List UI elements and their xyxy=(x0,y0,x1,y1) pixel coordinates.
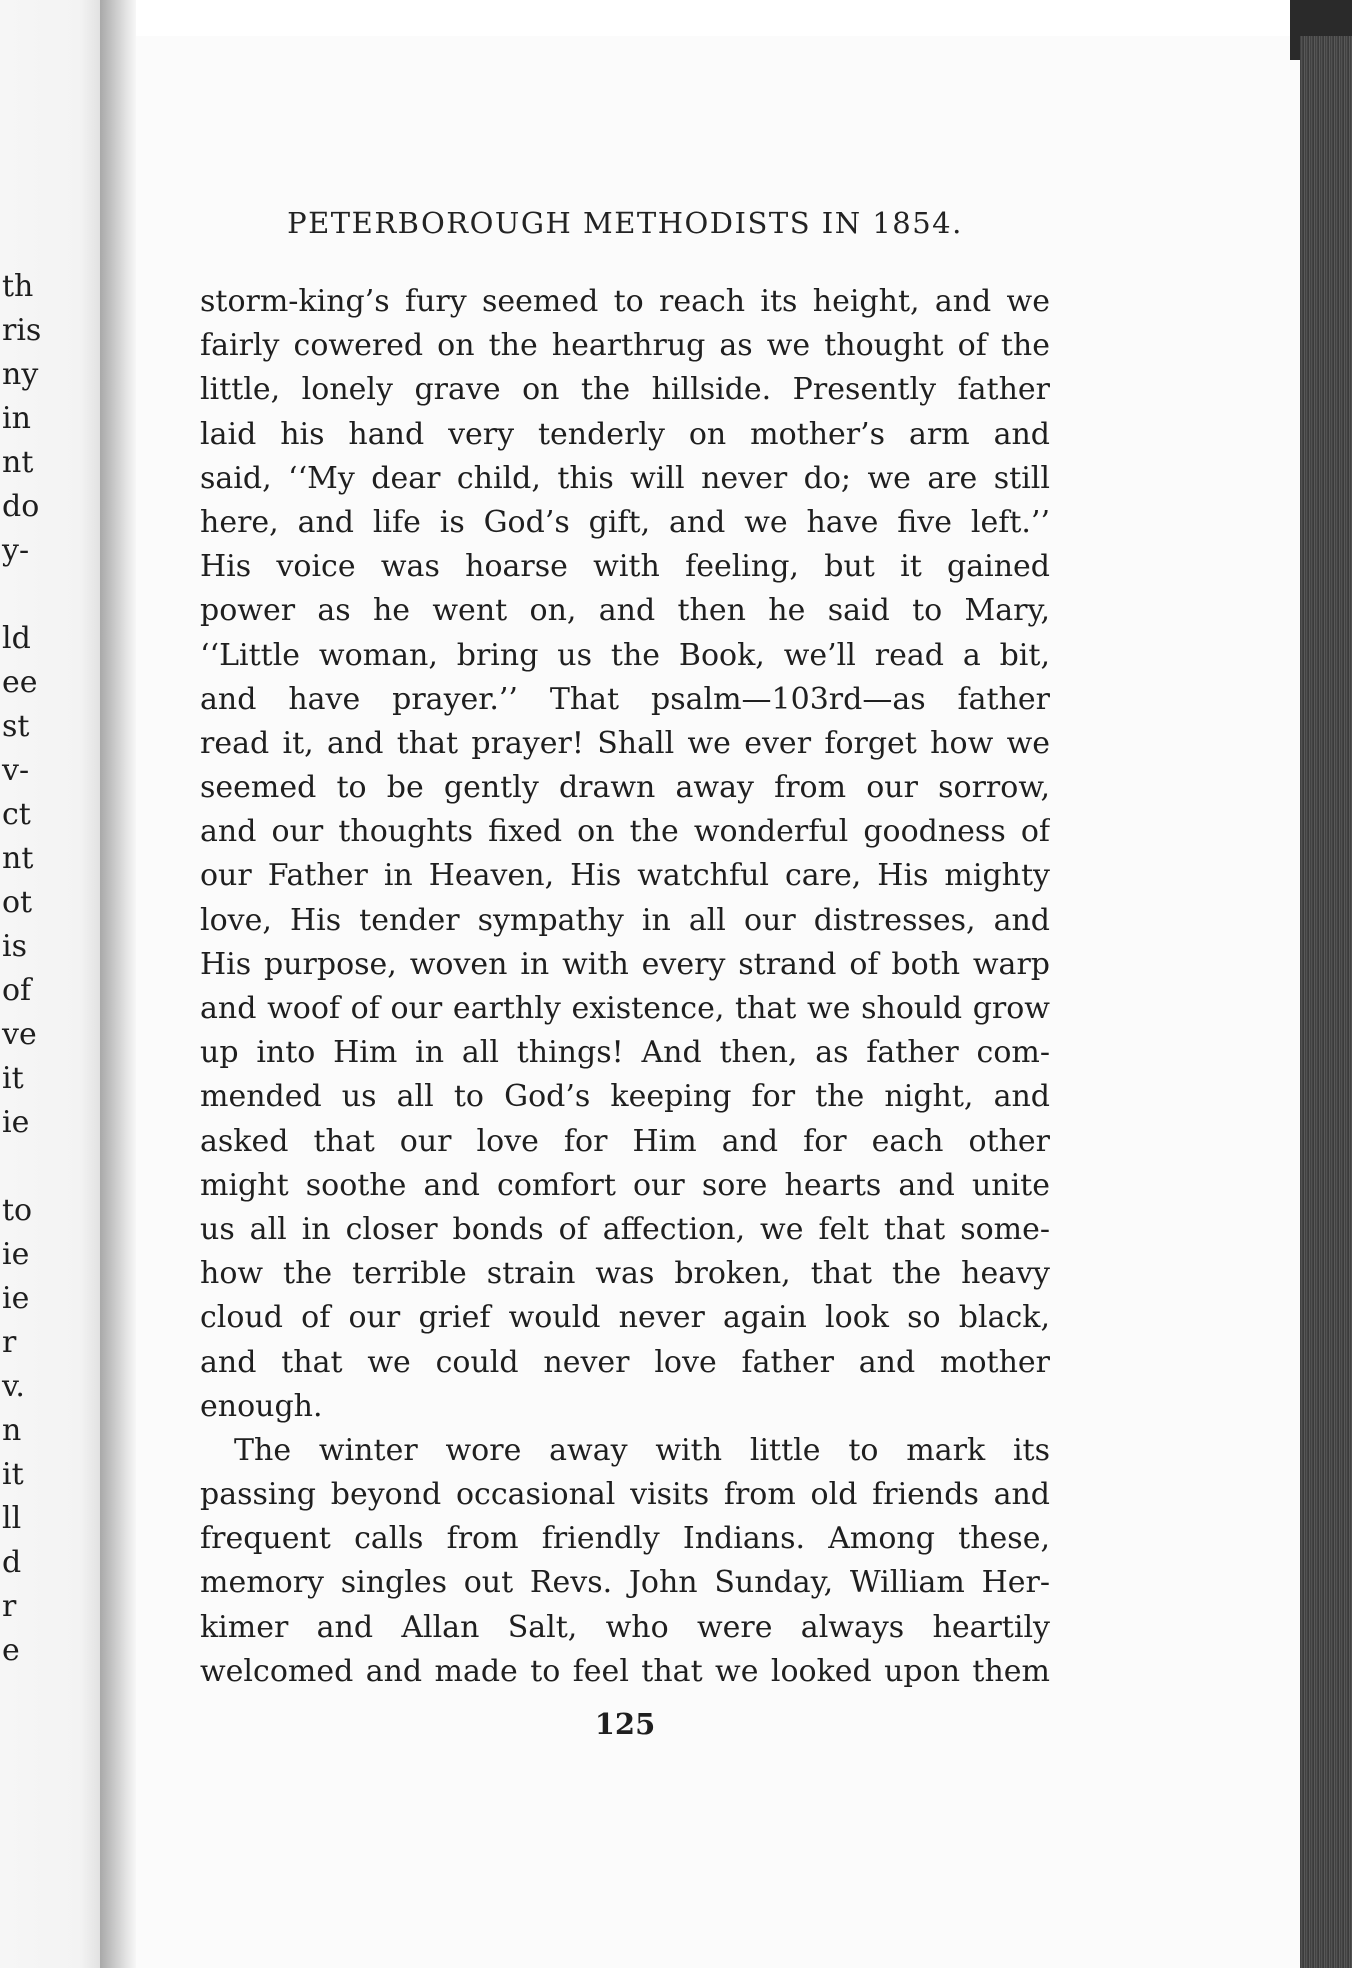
left-page-fragment: ie xyxy=(2,1281,30,1316)
text-line: and woof of our earthly existence, that we should grow xyxy=(200,991,1050,1026)
book-page-edges xyxy=(1300,36,1352,1968)
text-line: seemed to be gently drawn away from our sorrow, xyxy=(200,770,1050,806)
left-page-fragment: th xyxy=(2,269,34,304)
text-line: welcomed and made to feel that we looked upon them xyxy=(200,1653,1050,1689)
left-page-fragment: v. xyxy=(2,1369,25,1404)
text-line: His voice was hoarse with feeling, but it gained xyxy=(200,549,1050,585)
text-line: and our thoughts fixed on the wonderful goodness of xyxy=(200,814,1050,850)
left-page-fragment: is xyxy=(2,929,27,964)
left-page-fragment: ee xyxy=(2,665,38,700)
text-line: us all in closer bonds of affection, we felt that some- xyxy=(200,1211,1050,1247)
text-line: His purpose, woven in with every strand of both warp xyxy=(200,946,1050,982)
text-line: how the terrible strain was broken, that the heavy xyxy=(200,1256,1050,1292)
text-line: here, and life is God’s gift, and we have five left.’’ xyxy=(200,504,1050,540)
page-number: 125 xyxy=(594,1707,656,1741)
left-page-fragment: r xyxy=(2,1325,17,1360)
body-text xyxy=(200,280,1050,1694)
text-line: our Father in Heaven, His watchful care, His mighty xyxy=(200,858,1050,894)
left-page-fragment: st xyxy=(2,709,30,744)
text-line: mended us all to God’s keeping for the night, and xyxy=(200,1079,1050,1115)
text-line: power as he went on, and then he said to Mary, xyxy=(200,593,1050,629)
text-line: laid his hand very tenderly on mother’s arm and xyxy=(200,416,1050,452)
left-page-fragment: do xyxy=(2,489,40,524)
left-page-fragment: ll xyxy=(2,1501,22,1536)
left-page-fragment: it xyxy=(2,1457,24,1492)
left-page-fragment: to xyxy=(2,1193,33,1228)
left-page-fragment: ie xyxy=(2,1105,30,1140)
text-line: might soothe and comfort our sore hearts and unite xyxy=(200,1167,1050,1203)
left-page-fragment: in xyxy=(2,401,31,436)
left-page-fragment: v- xyxy=(2,753,30,788)
text-line: read it, and that prayer! Shall we ever forget how we xyxy=(200,725,1050,761)
running-head: PETERBOROUGH METHODISTS IN 1854. xyxy=(287,206,963,240)
text-line: up into Him in all things! And then, as father com- xyxy=(200,1035,1050,1071)
book-gutter-shadow xyxy=(100,0,136,1968)
text-line: kimer and Allan Salt, who were always heartily xyxy=(200,1609,1050,1645)
text-line: love, His tender sympathy in all our distresses, and xyxy=(200,902,1050,938)
text-line: The winter wore away with little to mark its xyxy=(234,1432,1050,1468)
left-page-fragment: nt xyxy=(2,841,34,876)
text-line: and have prayer.’’ That psalm—103rd—as father xyxy=(200,681,1050,717)
left-page-fragment: ris xyxy=(2,313,42,348)
left-page-edge xyxy=(0,0,100,1968)
left-page-fragment: r xyxy=(2,1589,17,1624)
left-page-fragment: d xyxy=(2,1545,22,1580)
text-line: fairly cowered on the hearthrug as we thought of the xyxy=(200,328,1050,364)
text-line: cloud of our grief would never again look so black, xyxy=(200,1300,1050,1336)
paragraph-2 xyxy=(200,1429,1050,1694)
text-line: asked that our love for Him and for each other xyxy=(200,1123,1050,1159)
left-page-fragment: ot xyxy=(2,885,33,920)
left-page-fragment: ld xyxy=(2,621,31,656)
text-line: storm-king’s fury seemed to reach its height, and we xyxy=(200,284,1050,319)
left-page-fragment: of xyxy=(2,973,32,1008)
left-page-fragment: e xyxy=(2,1633,20,1668)
left-page-fragment: nt xyxy=(2,445,34,480)
text-line: memory singles out Revs. John Sunday, William Her- xyxy=(200,1565,1050,1601)
text-line: ‘‘Little woman, bring us the Book, we’ll read a bit, xyxy=(200,637,1050,673)
text-line: enough. xyxy=(200,1388,323,1424)
left-page-fragment: y- xyxy=(2,533,30,568)
left-page-fragment: it xyxy=(2,1061,24,1096)
text-line: and that we could never love father and mother xyxy=(200,1344,1050,1380)
left-page-fragment: ny xyxy=(2,357,39,392)
left-page-fragment: n xyxy=(2,1413,22,1448)
text-line: frequent calls from friendly Indians. Among these, xyxy=(200,1521,1050,1557)
left-page-fragment: ve xyxy=(2,1017,37,1052)
left-page-fragment: ie xyxy=(2,1237,30,1272)
left-page-fragment: ct xyxy=(2,797,31,832)
text-line: passing beyond occasional visits from old friends and xyxy=(200,1477,1050,1513)
paragraph-1 xyxy=(200,280,1050,1429)
text-line: little, lonely grave on the hillside. Presently father xyxy=(200,372,1050,408)
text-line: said, ‘‘My dear child, this will never do; we are still xyxy=(200,460,1050,496)
